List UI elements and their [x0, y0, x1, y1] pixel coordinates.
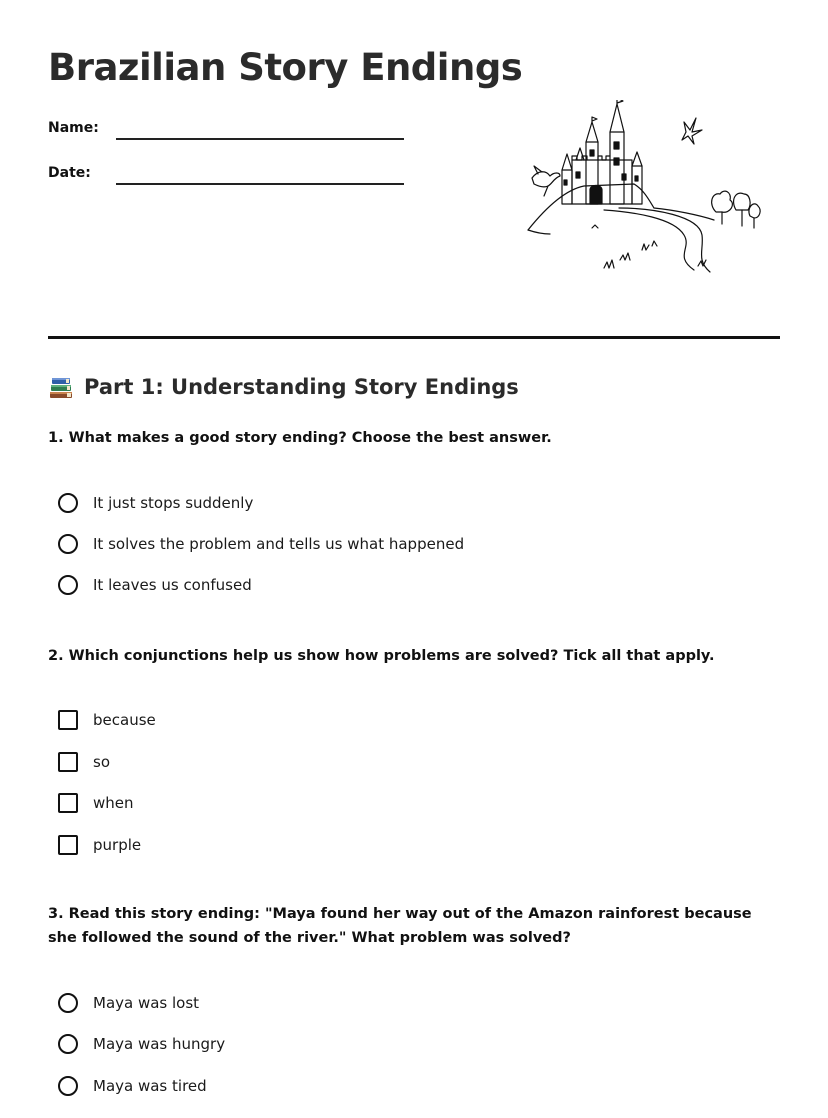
- option-label: Maya was lost: [93, 994, 200, 1012]
- part1-heading: [48, 374, 519, 400]
- name-line[interactable]: [116, 138, 404, 140]
- radio-button[interactable]: [58, 1034, 78, 1054]
- option-label: It leaves us confused: [93, 576, 252, 594]
- checkbox[interactable]: [58, 835, 78, 855]
- question-2-text: 2. Which conjunctions help us show how problems are solved? Tick all that apply.: [48, 648, 715, 664]
- checkbox[interactable]: [58, 710, 78, 730]
- castle-landscape-illustration: [524, 100, 764, 280]
- radio-button[interactable]: [58, 575, 78, 595]
- question-2-option-1[interactable]: [58, 707, 156, 733]
- option-label: purple: [93, 836, 142, 854]
- radio-button[interactable]: [58, 993, 78, 1013]
- section-divider: [48, 336, 780, 339]
- name-label: Name:: [48, 120, 99, 136]
- option-label: so: [93, 753, 110, 771]
- worksheet-title: Brazilian Story Endings: [48, 46, 523, 89]
- date-label: Date:: [48, 165, 91, 181]
- question-1-option-2[interactable]: [58, 531, 464, 557]
- option-label: Maya was hungry: [93, 1035, 226, 1053]
- question-2-option-2[interactable]: [58, 749, 110, 775]
- question-3-option-3[interactable]: [58, 1073, 207, 1099]
- question-3-option-2[interactable]: [58, 1031, 225, 1057]
- radio-button[interactable]: [58, 1076, 78, 1096]
- question-1-option-1[interactable]: [58, 490, 253, 516]
- option-label: because: [93, 711, 156, 729]
- part1-heading-text: Part 1: Understanding Story Endings: [84, 375, 519, 399]
- option-label: when: [93, 794, 134, 812]
- radio-button[interactable]: [58, 493, 78, 513]
- name-field-row: [48, 114, 408, 144]
- option-label: Maya was tired: [93, 1077, 207, 1095]
- question-2-option-4[interactable]: [58, 832, 141, 858]
- question-1-option-3[interactable]: [58, 572, 252, 598]
- question-1-text: 1. What makes a good story ending? Choose the best answer.: [48, 430, 552, 446]
- date-field-row: [48, 159, 408, 189]
- option-label: It just stops suddenly: [93, 494, 254, 512]
- books-icon: [48, 374, 74, 400]
- question-3-option-1[interactable]: [58, 990, 199, 1016]
- option-label: It solves the problem and tells us what happened: [93, 535, 465, 553]
- question-2-option-3[interactable]: [58, 790, 134, 816]
- radio-button[interactable]: [58, 534, 78, 554]
- date-line[interactable]: [116, 183, 404, 185]
- checkbox[interactable]: [58, 752, 78, 772]
- question-3-text: 3. Read this story ending: "Maya found her way out of the Amazon rainforest because she followed the sound of the river." What problem was solved?: [48, 906, 752, 946]
- checkbox[interactable]: [58, 793, 78, 813]
